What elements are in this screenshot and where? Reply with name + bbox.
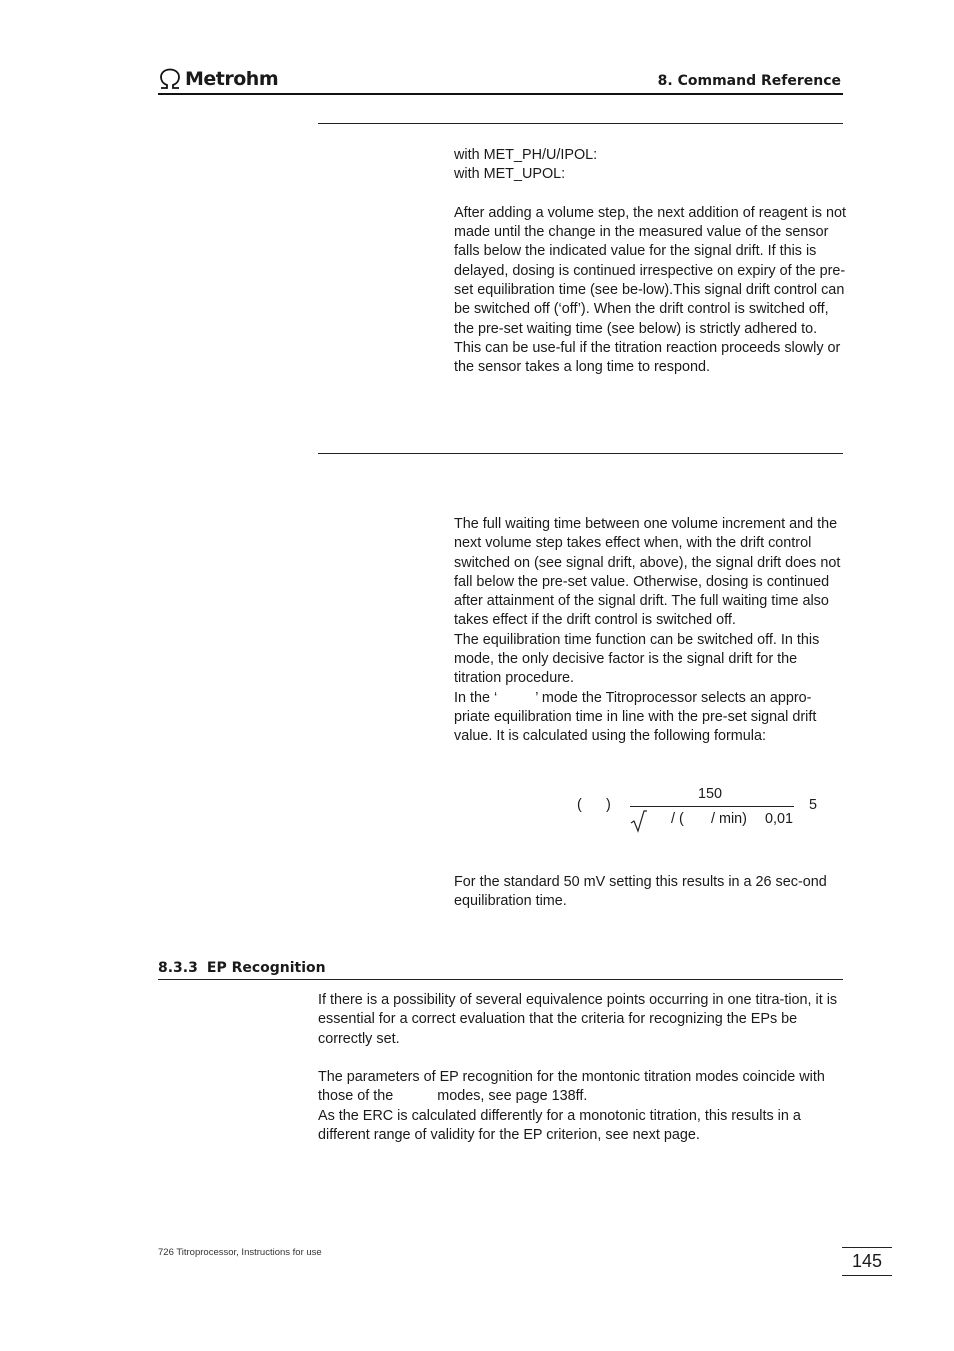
ep-p3: As the ERC is calculated differently for a monotonic titration, this results in a different range of validity for the EP criterion, see next page. — [318, 1107, 801, 1144]
section-number: 8.3.3 — [158, 960, 198, 976]
ep-p2: The parameters of EP recognition for the montonic titration modes coincide with those of the modes, see page 138ff. — [318, 1069, 825, 1105]
equilibration-p4: For the standard 50 mV setting this results in a 26 sec-ond equilibration time. — [454, 874, 827, 910]
formula-lparen: ( — [577, 797, 582, 813]
omega-icon — [158, 68, 182, 90]
brand-name: Metrohm — [185, 68, 279, 90]
formula-den-a: / ( — [671, 811, 684, 827]
brand-logo — [158, 66, 278, 92]
drift-line-ph: with MET_PH/U/IPOL: — [454, 147, 598, 163]
equilibration-p1: The full waiting time between one volume increment and the next volume step takes effect when, with the drift control switched on (see signal drift, above), the signal drift does not fall below the pre-set value. Otherwise, dosing is continued after attainment of the signal drift. The full waiting time also takes effect if the drift control is switched off. — [454, 516, 841, 629]
formula-den-b: / min) — [711, 811, 747, 827]
equilibration-result — [454, 873, 846, 912]
formula-den-c: 0,01 — [765, 811, 794, 827]
section-rule — [158, 979, 843, 980]
section-title: EP Recognition — [206, 960, 326, 976]
equilibration-block — [454, 515, 846, 747]
fraction-bar — [630, 806, 794, 807]
pagenum-rule — [842, 1275, 892, 1276]
equilibration-p2: The equilibration time function can be switched off. In this mode, the only decisive factor is the signal drift for the titration procedure. — [454, 631, 820, 687]
sqrt-icon — [630, 809, 648, 833]
drift-line-upol: with MET_UPOL: — [454, 166, 566, 183]
chapter-title: 8. Command Reference — [657, 73, 841, 89]
page-number: 145 — [851, 1251, 883, 1271]
header-rule — [158, 93, 843, 95]
section-divider — [318, 123, 843, 124]
section-divider — [318, 453, 843, 454]
section-heading — [158, 960, 326, 976]
drift-paragraph: After adding a volume step, the next addition of reagent is not made until the change in the measured value of the sensor falls below the indicated value for the signal drift. If this is delayed, dosing is continued irrespective on expiry of the pre-set equilibration time (see be-low).This signal drift control can be switched off (‘off’). When the drift control is switched off, the pre-set waiting time (see below) is strictly adhered to. This can be use-ful if the titration reaction proceeds slowly or the sensor takes a long time to respond. — [454, 204, 846, 376]
footer-text: 726 Titroprocessor, Instructions for use — [158, 1247, 322, 1258]
equilibration-p3: In the ‘ ’ mode the Titroprocessor selects an appro-priate equilibration time in line with the pre-set signal drift value. It is calculated using the following formula: — [454, 689, 817, 745]
formula-numerator: 150 — [698, 786, 723, 802]
ep-block — [318, 991, 842, 1145]
signal-drift-block — [454, 146, 846, 378]
pagenum-rule — [842, 1247, 892, 1248]
formula-rparen: ) — [606, 797, 611, 813]
formula-plus-term: 5 — [809, 797, 818, 813]
ep-p1: If there is a possibility of several equivalence points occurring in one titra-tion, it is essential for a correct evaluation that the criteria for recognizing the EPs be correctly set. — [318, 992, 838, 1047]
